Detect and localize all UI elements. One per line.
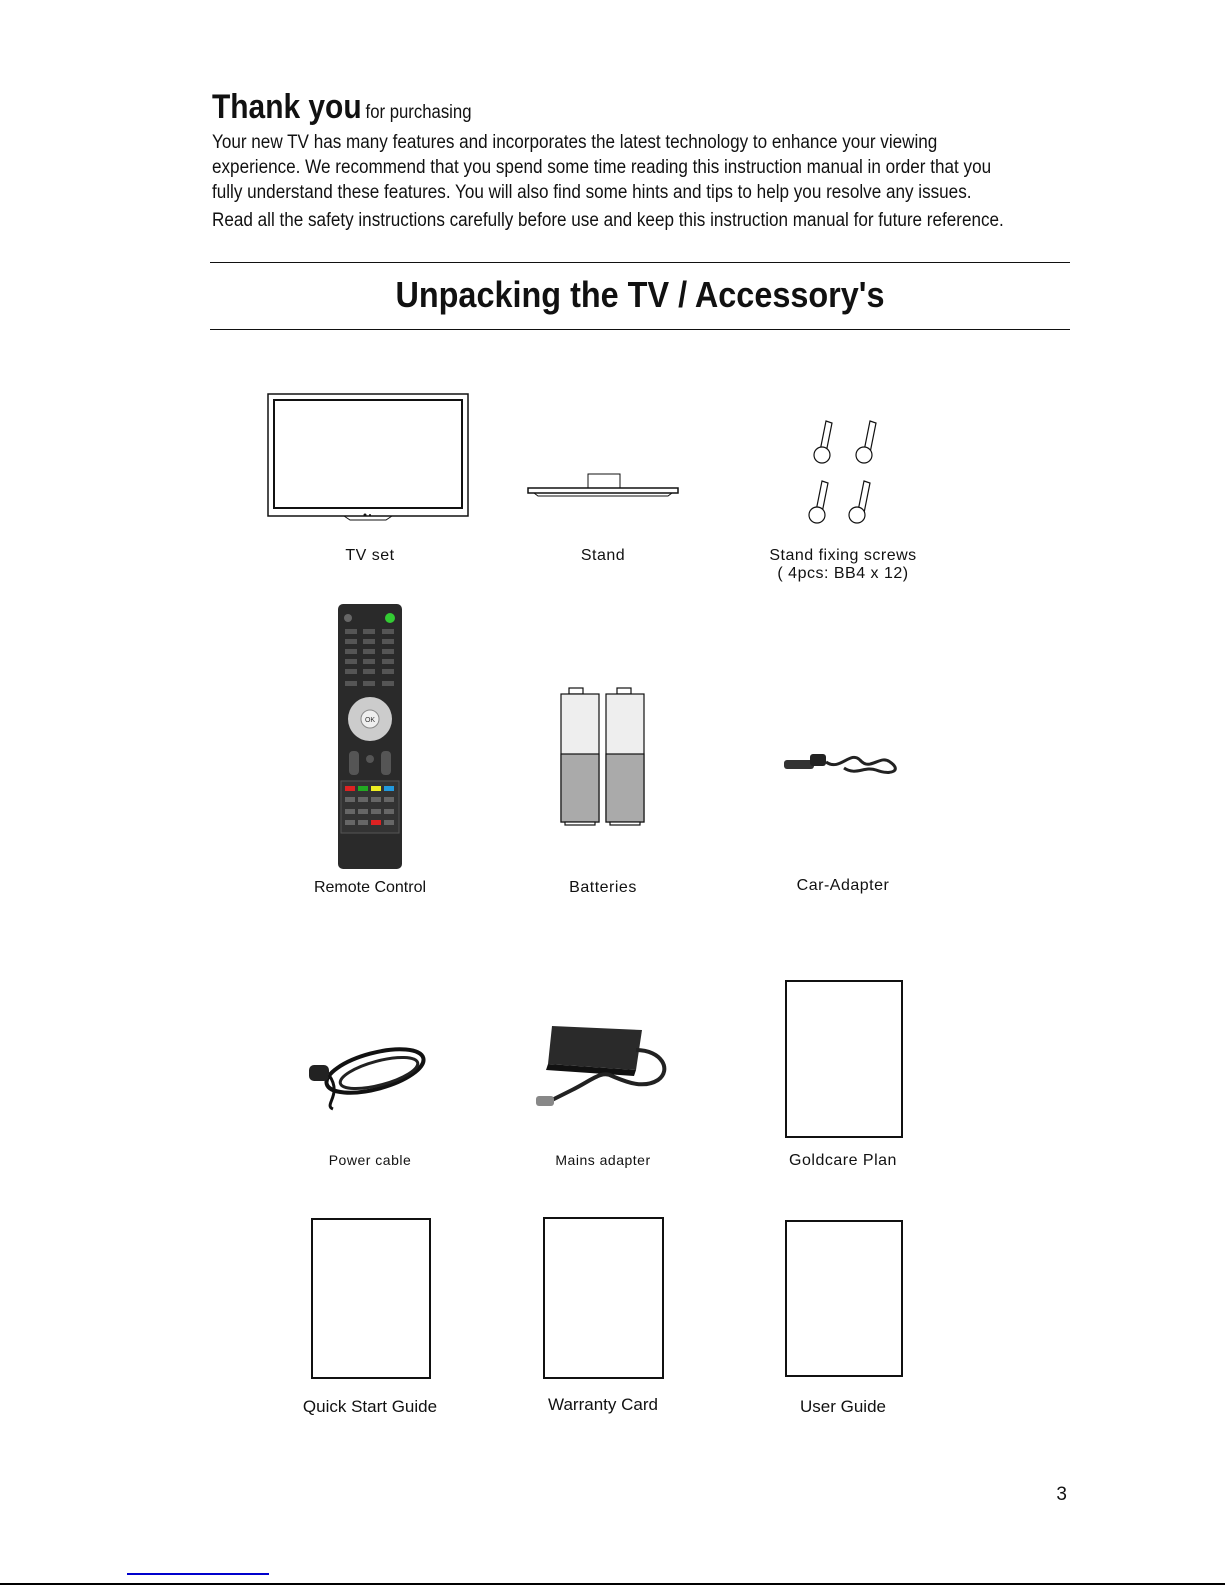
heading-rest: for purchasing: [365, 102, 472, 123]
intro-line: Read all the safety instructions carefully before use and keep this instruction manual for future reference.: [212, 210, 1004, 231]
intro-heading: [212, 88, 472, 127]
goldcare-plan-image: [785, 980, 903, 1138]
caption-car-adapter: Car-Adapter: [796, 877, 890, 894]
section-title: Unpacking the TV / Accessory's: [395, 274, 885, 315]
remote-control-image: [337, 603, 403, 870]
stand-image: [526, 470, 681, 500]
caption-goldcare-plan: Goldcare Plan: [789, 1152, 897, 1169]
mains-adapter-image: [532, 1020, 674, 1112]
caption-stand: Stand: [580, 547, 626, 564]
user-guide-image: [785, 1220, 903, 1377]
batteries-image: [557, 686, 651, 828]
heading-bold: Thank you: [212, 88, 362, 126]
link-underline: [127, 1573, 269, 1575]
divider: [210, 329, 1070, 330]
caption-tv-set: TV set: [345, 547, 395, 564]
caption-screws: Stand fixing screws: [769, 547, 917, 564]
quick-start-guide-image: [311, 1218, 431, 1379]
caption-quick-start-guide: Quick Start Guide: [302, 1397, 438, 1416]
intro-line: fully understand these features. You will also find some hints and tips to help you resolve any issues.: [212, 182, 972, 203]
caption-warranty-card: Warranty Card: [548, 1395, 658, 1414]
warranty-card-image: [543, 1217, 664, 1379]
caption-power-cable: Power cable: [328, 1152, 412, 1168]
caption-batteries: Batteries: [569, 879, 637, 896]
caption-mains-adapter: Mains adapter: [555, 1152, 651, 1168]
intro-line: Your new TV has many features and incorporates the latest technology to enhance your viewing: [212, 132, 938, 153]
page-number: 3: [1056, 1484, 1067, 1505]
remote-ok-label: OK: [364, 717, 376, 724]
caption-remote-control: Remote Control: [313, 879, 427, 896]
caption-user-guide: User Guide: [800, 1397, 886, 1416]
intro-line: experience. We recommend that you spend some time reading this instruction manual in order that you: [212, 157, 992, 178]
power-cable-image: [303, 1035, 435, 1113]
car-adapter-image: [780, 742, 906, 784]
screws-image: [798, 415, 888, 527]
caption-screws-detail: ( 4pcs: BB4 x 12): [777, 565, 909, 582]
tv-set-image: [266, 392, 470, 522]
divider: [210, 262, 1070, 263]
